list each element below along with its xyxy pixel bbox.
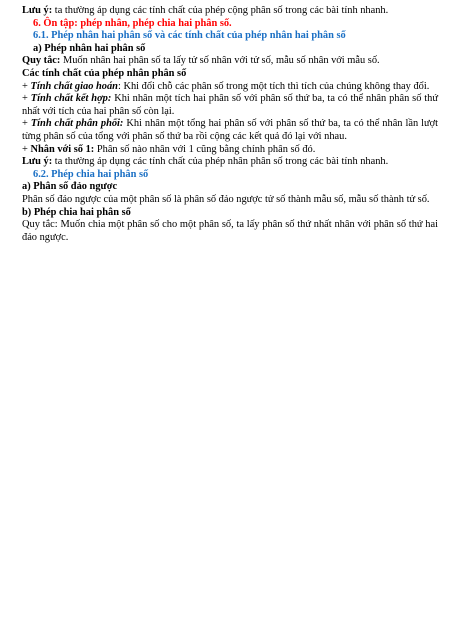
note-text: ta thường áp dụng các tính chất của phép cộng phân số trong các bài tính nhanh. <box>52 5 389 16</box>
bullet-plus: + <box>22 93 31 105</box>
commutative-label: Tính chất giao hoán <box>30 80 118 92</box>
subsection-a-heading: a) Phép nhân hai phân số <box>33 42 146 54</box>
bullet-plus: + <box>22 118 31 130</box>
bullet-plus: + <box>22 80 31 92</box>
properties-heading: Các tính chất của phép nhân phân số <box>22 67 187 79</box>
multiplication-note <box>22 156 438 169</box>
reciprocal-text: Phân số đảo ngược của một phân số là phân số đảo ngược tử số thành mẫu số, mẫu số thành tử số. <box>22 193 430 205</box>
multiply-by-one-property <box>22 144 438 157</box>
section-6-2-heading: 6.2. Phép chia hai phân số <box>33 168 149 180</box>
associative-property <box>22 93 438 118</box>
bullet-plus: + <box>22 143 31 155</box>
note-paragraph <box>22 5 438 18</box>
division-rule: Quy tắc: Muốn chia một phân số cho một phân số, ta lấy phân số thứ nhất nhân với phân số thứ hai đảo ngược. <box>22 219 438 243</box>
rule-text: Muốn nhân hai phân số ta lấy tử số nhân với tử số, mẫu số nhân với mẫu số. <box>60 55 380 67</box>
division-heading: b) Phép chia hai phân số <box>22 206 131 218</box>
document-page <box>22 5 438 244</box>
note-label: Lưu ý: <box>22 5 53 16</box>
multiply-by-one-text: Phân số nào nhân với 1 cũng bằng chính phân số đó. <box>94 143 316 155</box>
distributive-text: Khi nhân một tổng hai phân số với phân số thứ ba, ta có thể nhân lần lượt từng phân số của tổng với phân số thứ ba rồi cộng các kết quả đó lại với nhau. <box>22 118 438 142</box>
distributive-property <box>22 118 438 143</box>
distributive-label: Tính chất phân phối: <box>30 118 124 130</box>
rule-label: Quy tắc: <box>22 55 61 67</box>
section-6-1-heading: 6.1. Phép nhân hai phân số và các tính chất của phép nhân hai phân số <box>33 30 346 42</box>
commutative-text: : Khi đổi chỗ các phân số trong một tích thì tích của chúng không thay đổi. <box>117 80 430 92</box>
reciprocal-heading: a) Phân số đảo ngược <box>22 181 118 193</box>
commutative-property <box>22 81 438 94</box>
section-6-heading: 6. Ôn tập: phép nhân, phép chia hai phân số. <box>33 17 232 29</box>
associative-label: Tính chất kết hợp: <box>30 93 112 105</box>
multiply-by-one-label: Nhân với số 1: <box>30 143 95 155</box>
associative-text: Khi nhân một tích hai phân số với phân số thứ ba, ta có thể nhân phân số thứ nhất với tích của hai phân số còn lại. <box>22 93 438 117</box>
multiplication-rule <box>22 55 438 68</box>
note-label: Lưu ý: <box>22 156 53 168</box>
note-text: ta thường áp dụng các tính chất của phép nhân phân số trong các bài tính nhanh. <box>52 156 389 168</box>
